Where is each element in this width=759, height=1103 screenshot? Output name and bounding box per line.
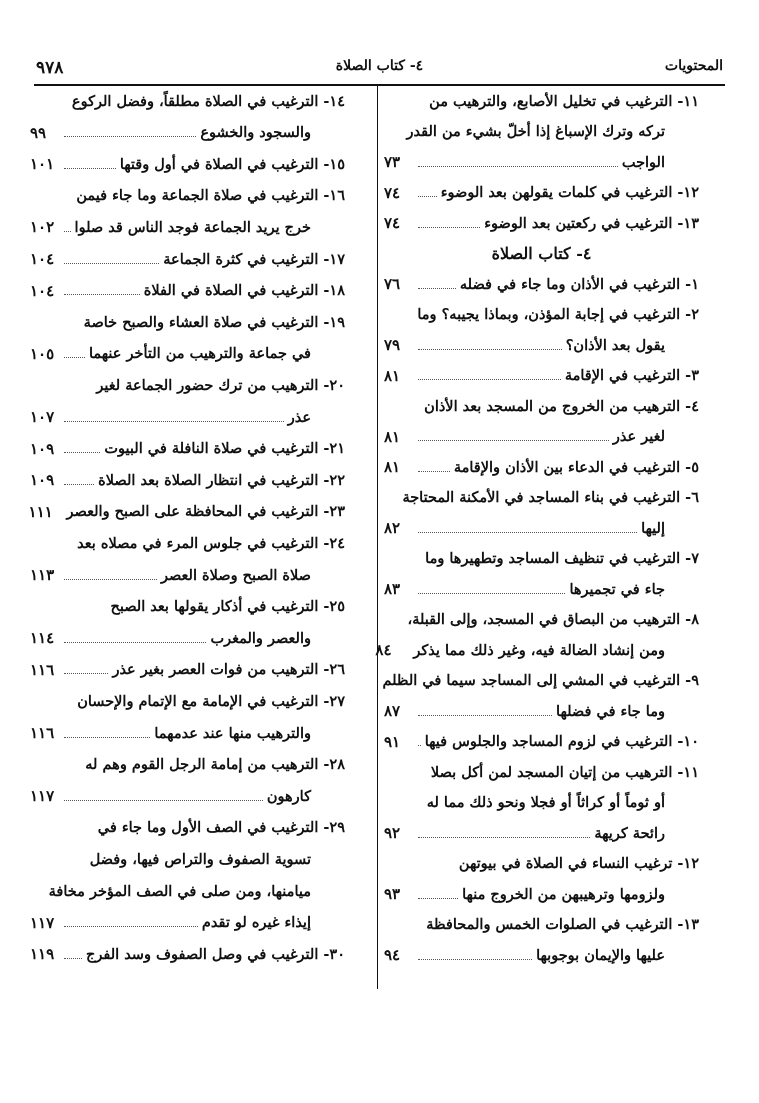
toc-entry-text: في جماعة والترهيب من التأخر عنهما — [88, 345, 311, 363]
toc-entry — [30, 590, 345, 624]
toc-entry — [384, 420, 699, 454]
toc-entry — [30, 305, 345, 339]
toc-entry — [30, 779, 345, 813]
toc-entry — [30, 906, 345, 940]
toc-entry-text: ٢٩- الترغيب في الصف الأول وما جاء في — [97, 819, 345, 837]
dot-leader — [64, 421, 284, 422]
toc-entry-text: كارهون — [266, 787, 311, 805]
toc-entry-text: صلاة الصبح وصلاة العصر — [160, 566, 311, 584]
dot-leader — [418, 715, 552, 716]
toc-entry-text: جاء في تجميرها — [569, 580, 665, 598]
toc-entry — [30, 147, 345, 181]
dot-leader — [64, 484, 94, 485]
toc-page-number: ١١٦ — [30, 724, 55, 742]
toc-entry-text: ١٤- الترغيب في الصلاة مطلقاً، وفضل الركوع — [71, 92, 345, 110]
toc-entry-text: ١٢- الترغيب في كلمات يقولهن بعد الوضوء — [440, 184, 699, 201]
dot-leader — [418, 349, 562, 350]
dot-leader — [418, 166, 618, 167]
toc-entry — [384, 694, 699, 728]
toc-entry — [384, 511, 699, 545]
toc-page-number: ٩٣ — [384, 885, 401, 903]
dot-leader — [418, 471, 450, 472]
toc-entry-text: ٦- الترغيب في بناء المساجد في الأمكنة المحتاجة — [402, 489, 699, 506]
toc-entry-text: إيذاء غيره لو تقدم — [201, 914, 311, 932]
dot-leader — [64, 579, 157, 580]
toc-entry — [30, 179, 345, 213]
toc-entry — [384, 450, 699, 484]
toc-page-number: ٨٢ — [384, 519, 401, 537]
dot-leader — [64, 231, 71, 232]
toc-page-number: ١٠٤ — [30, 250, 55, 268]
toc-entry-text: ١٠- الترغيب في لزوم المساجد والجلوس فيها — [424, 733, 699, 750]
toc-page-number: ٧٤ — [384, 183, 401, 202]
toc-entry — [30, 684, 345, 718]
dot-leader — [418, 440, 609, 441]
toc-entry-text: ٢٠- الترهيب من ترك حضور الجماعة لغير — [96, 376, 345, 394]
toc-entry — [30, 495, 345, 529]
toc-entry-text: خرج يريد الجماعة فوجد الناس قد صلوا — [74, 218, 311, 236]
toc-entry — [30, 84, 345, 118]
toc-page-number: ٧٤ — [384, 214, 401, 232]
toc-entry-text: ١١- الترغيب في تخليل الأصابع، والترهيب من — [429, 92, 699, 110]
toc-entry-text: ١٢- ترغيب النساء في الصلاة في بيوتهن — [458, 855, 699, 872]
toc-page-number: ١١١ — [28, 502, 53, 521]
toc-entry — [384, 755, 699, 789]
toc-entry-text: ٢- الترغيب في إجابة المؤذن، وبماذا يجيبه؟ وما — [417, 306, 699, 323]
toc-entry-text: ٢٥- الترغيب في أذكار يقولها بعد الصبح — [110, 598, 345, 616]
toc-page-number: ١٠٧ — [30, 408, 55, 426]
toc-entry — [30, 842, 345, 876]
toc-entry — [384, 176, 699, 210]
toc-entry-text: ١٣- الترغيب في الصلوات الخمس والمحافظة — [426, 916, 699, 933]
toc-entry — [384, 145, 699, 179]
dot-leader — [64, 673, 108, 674]
toc-entry — [384, 115, 699, 149]
toc-entry-text: ٣٠- الترغيب في وصل الصفوف وسد الفرج — [86, 945, 345, 963]
toc-entry-text: ٢١- الترغيب في صلاة النافلة في البيوت — [104, 440, 345, 458]
toc-entry-text: ٨- الترهيب من البصاق في المسجد، وإلى القبلة، — [407, 611, 699, 628]
toc-entry — [30, 526, 345, 560]
toc-entry-text: ١- الترغيب في الأذان وما جاء في فضله — [459, 275, 699, 293]
toc-page-number: ٧٣ — [384, 153, 401, 171]
toc-entry-text: عذر — [287, 408, 311, 426]
toc-entry — [384, 84, 699, 118]
toc-page-number: ١٠١ — [30, 155, 55, 174]
toc-entry-text: ٥- الترغيب في الدعاء بين الأذان والإقامة — [453, 458, 699, 476]
dot-leader — [418, 227, 480, 228]
toc-entry — [30, 368, 345, 402]
header-section-title: المحتويات — [664, 58, 723, 74]
toc-entry — [30, 748, 345, 782]
toc-entry-text: تركه وترك الإسباغ إذا أخلّ بشيء من القدر — [406, 123, 665, 140]
toc-section-heading — [384, 237, 699, 271]
dot-leader — [418, 593, 565, 594]
toc-page-number: ٨٤ — [375, 641, 392, 659]
toc-entry-text: ميامنها، ومن صلى في الصف المؤخر مخافة — [48, 882, 311, 900]
dot-leader — [64, 357, 85, 358]
toc-entry — [30, 558, 345, 592]
toc-page-number: ٨١ — [384, 366, 401, 385]
toc-page-number: ٩٩ — [30, 123, 47, 142]
toc-entry-text: ٢٤- الترغيب في جلوس المرء في مصلاه بعد — [77, 534, 345, 552]
toc-entry — [384, 786, 699, 820]
toc-entry-text: رائحة كريهة — [594, 824, 665, 842]
toc-entry-text: ٣- الترغيب في الإقامة — [564, 367, 699, 384]
toc-entry — [384, 542, 699, 576]
toc-entry — [30, 274, 345, 308]
toc-entry — [384, 603, 699, 637]
toc-page-number: ٩١ — [384, 732, 401, 751]
toc-entry — [30, 400, 345, 434]
toc-entry-text: ١٥- الترغيب في الصلاة في أول وقتها — [119, 155, 345, 173]
toc-page-number: ١٠٢ — [30, 218, 55, 237]
toc-entry-text: يقول بعد الأذان؟ — [565, 336, 665, 354]
dot-leader — [418, 959, 532, 960]
page-number: ٩٧٨ — [36, 58, 64, 78]
toc-page-number: ٨١ — [384, 458, 401, 476]
toc-entry — [384, 389, 699, 423]
toc-page-number: ٨٧ — [384, 702, 401, 720]
dot-leader — [418, 898, 458, 899]
dot-leader — [418, 532, 637, 533]
dot-leader — [64, 168, 116, 169]
toc-page-number: ١٠٩ — [30, 471, 55, 490]
dot-leader — [64, 136, 196, 137]
toc-entry — [384, 298, 699, 332]
dot-leader — [64, 294, 140, 295]
toc-page-number: ١١٦ — [30, 660, 55, 679]
running-header — [34, 56, 725, 86]
toc-entry — [30, 874, 345, 908]
toc-page-number: ١١٧ — [30, 787, 55, 806]
toc-page-number: ١١٣ — [30, 566, 55, 584]
toc-entry-text: إليها — [641, 519, 665, 537]
dot-leader — [64, 926, 198, 927]
toc-entry — [384, 908, 699, 942]
toc-page-number: ٧٦ — [384, 275, 401, 293]
dot-leader — [418, 196, 437, 197]
toc-entry-text: الواجب — [621, 153, 665, 171]
toc-page-number: ٨٣ — [384, 580, 401, 598]
toc-entry-text: ٩- الترغيب في المشي إلى المساجد سيما في الظلم — [382, 672, 699, 689]
toc-entry — [30, 242, 345, 276]
toc-entry — [30, 337, 345, 371]
toc-entry-text: ٤- الترهيب من الخروج من المسجد بعد الأذان — [424, 397, 699, 415]
toc-page-number: ١٠٩ — [30, 439, 55, 458]
toc-entry-text: ١٦- الترغيب في صلاة الجماعة وما جاء فيمن — [76, 187, 345, 205]
toc-entry — [384, 206, 699, 240]
toc-entry-text: ١٩- الترغيب في صلاة العشاء والصبح خاصة — [83, 313, 345, 331]
toc-entry — [384, 938, 699, 972]
dot-leader — [64, 642, 206, 643]
toc-entry — [30, 463, 345, 497]
toc-entry-text: أو ثوماً أو كراثاً أو فجلا ونحو ذلك مما له — [426, 794, 665, 811]
toc-entry-text: ١٨- الترغيب في الصلاة في الفلاة — [143, 282, 345, 300]
toc-page-number: ٩٢ — [384, 824, 401, 842]
toc-entry-text: والترهيب منها عند عدمهما — [154, 724, 311, 742]
toc-entry — [30, 432, 345, 466]
toc-page-number: ١١٤ — [30, 629, 55, 648]
dot-leader — [418, 745, 421, 746]
toc-entry — [384, 664, 699, 698]
toc-entry-text: وما جاء في فضلها — [556, 702, 665, 720]
toc-page-number: ٧٩ — [384, 336, 401, 354]
toc-entry — [384, 847, 699, 881]
toc-entry-text: ومن إنشاد الضالة فيه، وغير ذلك مما يذكر — [413, 641, 665, 659]
toc-entry — [384, 359, 699, 393]
toc-entry-text: ١٣- الترغيب في ركعتين بعد الوضوء — [484, 214, 699, 232]
toc-page-number: ١١٩ — [30, 945, 55, 964]
toc-entry-text: والسجود والخشوع — [200, 124, 311, 142]
toc-entry — [384, 328, 699, 362]
header-chapter-title: ٤- كتاب الصلاة — [335, 58, 424, 74]
toc-entry-text: ٤- كتاب الصلاة — [491, 244, 592, 263]
toc-page-number: ١١٧ — [30, 913, 55, 932]
toc-entry-text: ولزومها وترهيبهن من الخروج منها — [462, 885, 665, 903]
toc-entry-text: ٧- الترغيب في تنظيف المساجد وتطهيرها وما — [425, 550, 699, 567]
dot-leader — [64, 958, 82, 959]
toc-entry — [30, 116, 345, 150]
dot-leader — [418, 379, 561, 380]
toc-entry — [30, 811, 345, 845]
toc-entry-text: والعصر والمغرب — [210, 629, 311, 647]
toc-entry — [384, 572, 699, 606]
toc-page-number: ٩٤ — [384, 946, 401, 964]
toc-entry — [384, 481, 699, 515]
toc-entry-text: ٢٨- الترهيب من إمامة الرجل القوم وهم له — [85, 756, 345, 774]
toc-entry-text: لغير عذر — [612, 428, 665, 445]
toc-entry-text: عليها والإيمان بوجوبها — [536, 946, 665, 964]
dot-leader — [64, 452, 100, 453]
toc-page-number: ٨١ — [384, 427, 401, 446]
toc-entry-text: ٢٦- الترهيب من فوات العصر بغير عذر — [112, 661, 345, 679]
toc-entry-text: ١١- الترهيب من إتيان المسجد لمن أكل بصلا — [430, 763, 699, 781]
dot-leader — [418, 837, 590, 838]
toc-entry — [30, 210, 345, 244]
toc-entry — [375, 633, 699, 667]
dot-leader — [64, 800, 263, 801]
toc-entry — [384, 816, 699, 850]
toc-entry — [30, 653, 345, 687]
dot-leader — [418, 288, 456, 289]
dot-leader — [64, 737, 150, 738]
toc-entry — [30, 621, 345, 655]
toc-entry — [384, 877, 699, 911]
toc-entry-text: ١٧- الترغيب في كثرة الجماعة — [163, 250, 345, 268]
toc-entry-text: ٢٢- الترغيب في انتظار الصلاة بعد الصلاة — [98, 471, 345, 489]
toc-page-number: ١٠٥ — [30, 344, 55, 363]
toc-entry — [30, 716, 345, 750]
toc-entry — [30, 937, 345, 971]
toc-entry-text: ٢٧- الترغيب في الإمامة مع الإتمام والإحسان — [77, 692, 345, 710]
toc-entry-text: ٢٣- الترغيب في المحافظة على الصبح والعصر — [66, 503, 345, 521]
toc-page-number: ١٠٤ — [30, 281, 55, 300]
toc-columns — [30, 84, 699, 989]
toc-entry — [384, 725, 699, 759]
toc-entry — [384, 267, 699, 301]
dot-leader — [64, 263, 159, 264]
toc-entry-text: تسوية الصفوف والتراص فيها، وفضل — [89, 850, 311, 868]
